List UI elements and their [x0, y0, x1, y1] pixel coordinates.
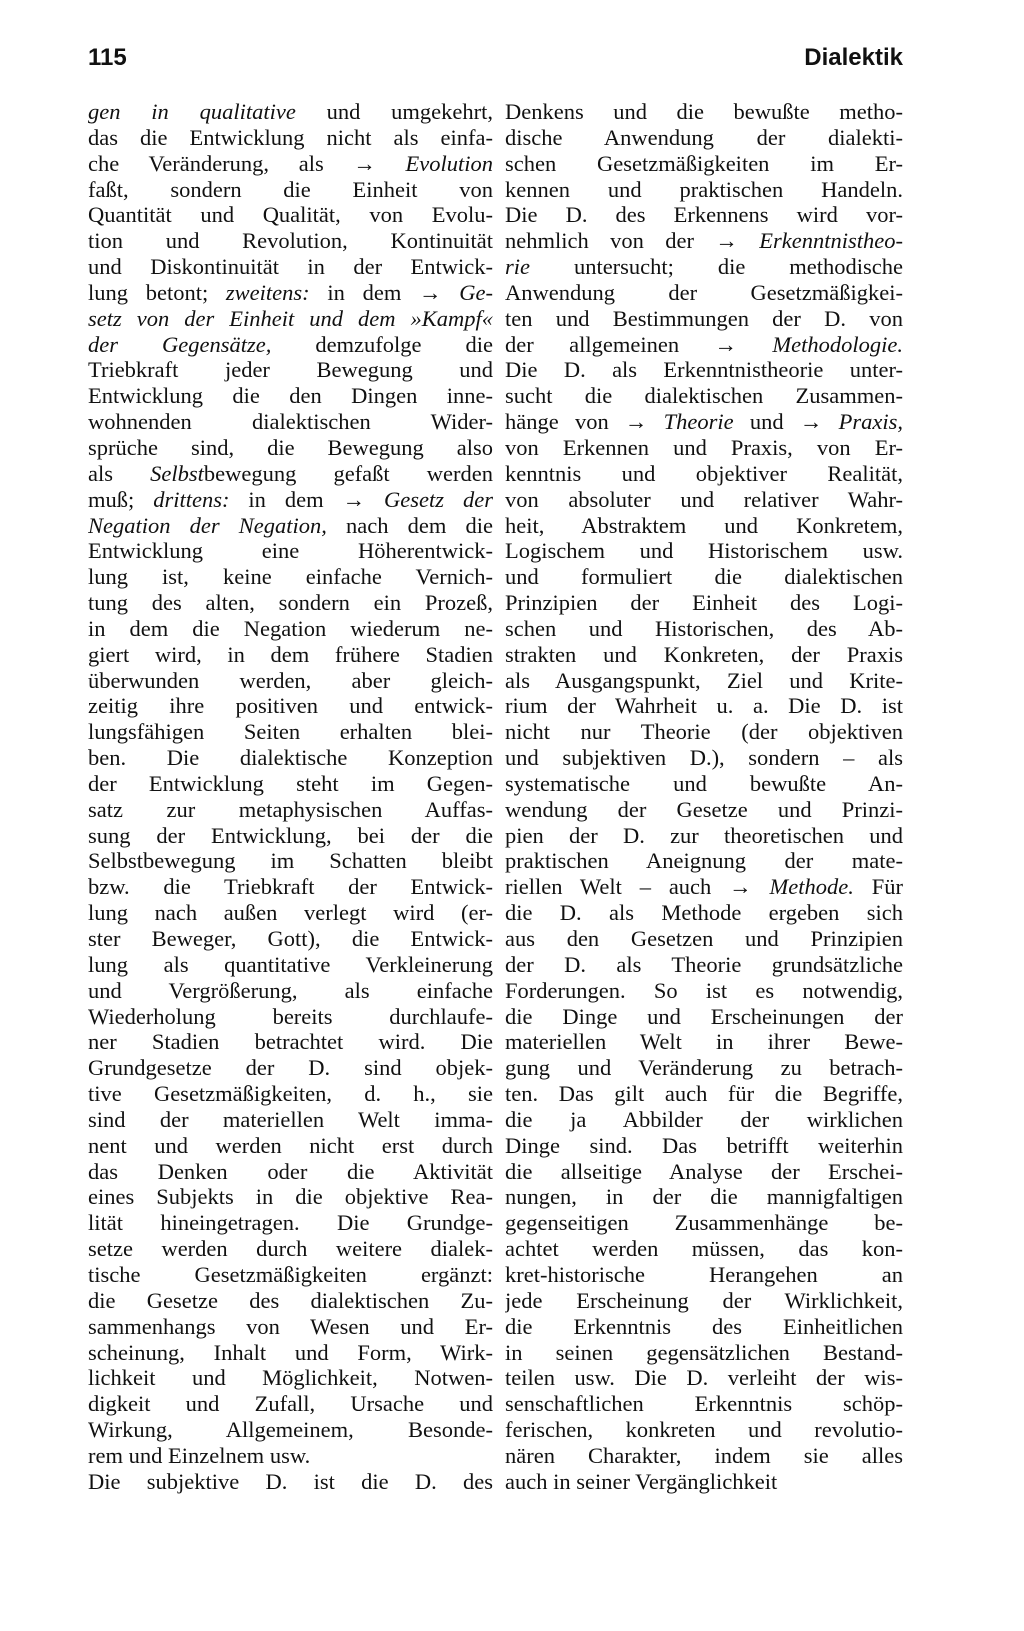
italic-term: Methodologie. [772, 331, 903, 357]
text-run: Prinzipien der Einheit des Logi- [505, 590, 903, 616]
text-line [88, 745, 493, 771]
text-run: die ja Abbilder der wirklichen [505, 1106, 903, 1132]
text-run: Wiederholung bereits durchlaufe- [88, 1003, 493, 1029]
text-run: lung nach außen verlegt wird (er- [88, 900, 493, 926]
text-line [505, 1107, 903, 1133]
text-run: riellen Welt – auch → [505, 874, 770, 900]
text-line [88, 1004, 493, 1030]
italic-term: rie [505, 254, 530, 280]
italic-term: Ge- [459, 279, 493, 305]
text-line [505, 952, 903, 978]
text-line [88, 978, 493, 1004]
text-run: und Vergrößerung, als einfache [88, 977, 493, 1003]
text-line [505, 1004, 903, 1030]
text-line [88, 616, 493, 642]
text-run: setze werden durch weitere dialek- [88, 1236, 493, 1262]
text-line [505, 1262, 903, 1288]
text-line [88, 771, 493, 797]
text-run: in dem → [229, 486, 385, 512]
text-line [88, 900, 493, 926]
text-line [505, 1443, 903, 1469]
text-run: giert wird, in dem frühere Stadien [88, 641, 493, 667]
text-line [88, 1029, 493, 1055]
italic-term: drittens: [153, 486, 230, 512]
text-line [88, 1081, 493, 1107]
text-line [88, 383, 493, 409]
italic-term: Negation der Negation, [88, 512, 327, 538]
text-run: Quantität und Qualität, von Evolu- [88, 202, 493, 228]
text-run: in dem die Negation wiederum ne- [88, 615, 493, 641]
text-run: schen und Historischen, des Ab- [505, 615, 903, 641]
text-run: che Veränderung, als → [88, 150, 406, 176]
text-line [88, 1443, 493, 1469]
text-line [88, 797, 493, 823]
italic-term: gen in qualitative [88, 99, 296, 124]
italic-term: Erkenntnistheo- [759, 228, 903, 254]
text-run: Forderungen. So ist es notwendig, [505, 977, 903, 1003]
text-run: Selbstbewegung im Schatten bleibt [88, 848, 493, 874]
text-run: rium der Wahrheit u. a. Die D. ist [505, 693, 903, 719]
text-run: tische Gesetzmäßigkeiten ergänzt: [88, 1261, 493, 1287]
text-line [505, 306, 903, 332]
text-line [88, 151, 493, 177]
text-run: der allgemeinen → [505, 331, 773, 357]
text-line [88, 590, 493, 616]
text-run: lichkeit und Möglichkeit, Notwen- [88, 1365, 493, 1391]
text-line [505, 280, 903, 306]
text-run: sind der materiellen Welt imma- [88, 1106, 493, 1132]
text-run: und formuliert die dialektischen [505, 564, 903, 590]
text-line [505, 926, 903, 952]
text-run: pien der D. zur theoretischen und [505, 822, 903, 848]
text-line [88, 99, 493, 125]
text-run: heit, Abstraktem und Konkretem, [505, 512, 903, 538]
text-line [88, 564, 493, 590]
text-run: wendung der Gesetze und Prinzi- [505, 796, 903, 822]
text-run: und → [733, 409, 839, 435]
text-line [505, 383, 903, 409]
text-run: das Denken oder die Aktivität [88, 1158, 493, 1184]
text-line [505, 1210, 903, 1236]
text-run: von Erkennen und Praxis, von Er- [505, 434, 903, 460]
text-run: Logischem und Historischem usw. [505, 538, 903, 564]
text-line [505, 1288, 903, 1314]
text-line [505, 745, 903, 771]
text-run: das die Entwicklung nicht als einfa- [88, 124, 493, 150]
italic-term: der Gegensätze, [88, 331, 272, 357]
text-line [88, 1391, 493, 1417]
text-line [505, 228, 903, 254]
text-run: muß; [88, 486, 154, 512]
text-line [505, 590, 903, 616]
text-line [88, 1288, 493, 1314]
text-run: Triebkraft jeder Bewegung und [88, 357, 493, 383]
text-run: Die subjektive D. ist die D. des [88, 1468, 493, 1494]
text-line [88, 1469, 493, 1495]
text-run: kennen und praktischen Handeln. [505, 176, 903, 202]
text-line [505, 538, 903, 564]
text-run: Die D. des Erkennens wird vor- [505, 202, 903, 228]
text-line [88, 1210, 493, 1236]
text-run: wohnenden dialektischen Wider- [88, 409, 493, 435]
text-line [505, 616, 903, 642]
text-line [505, 668, 903, 694]
text-line [505, 874, 903, 900]
text-line [88, 409, 493, 435]
text-run: achtet werden müssen, das kon- [505, 1236, 903, 1262]
text-run: dische Anwendung der dialekti- [505, 124, 903, 150]
text-line [505, 823, 903, 849]
text-line [88, 254, 493, 280]
text-run: der D. als Theorie grundsätzliche [505, 951, 903, 977]
text-line [505, 202, 903, 228]
text-run: strakten und Konkreten, der Praxis [505, 641, 903, 667]
text-run: nach dem die [326, 512, 493, 538]
text-run: ferischen, konkreten und revolutio- [505, 1417, 903, 1443]
text-line [505, 642, 903, 668]
text-run: sprüche sind, die Bewegung also [88, 434, 493, 460]
text-run: ten und Bestimmungen der D. von [505, 305, 903, 331]
text-line [88, 1417, 493, 1443]
text-line [88, 513, 493, 539]
text-run: rem und Einzelnem usw. [88, 1442, 311, 1468]
text-run: nehmlich von der → [505, 228, 760, 254]
text-line [88, 1340, 493, 1366]
text-run: senschaftlichen Erkenntnis schöp- [505, 1391, 903, 1417]
text-line [505, 1417, 903, 1443]
text-line [88, 435, 493, 461]
text-run: die D. als Methode ergeben sich [505, 900, 903, 926]
text-run: ben. Die dialektische Konzeption [88, 745, 493, 771]
text-line [88, 306, 493, 332]
text-line [88, 926, 493, 952]
text-line [88, 461, 493, 487]
text-line [505, 564, 903, 590]
text-run: tion und Revolution, Kontinuität [88, 228, 493, 254]
right-text-column [505, 99, 903, 1495]
text-run: als [88, 460, 151, 486]
text-run: lung ist, keine einfache Vernich- [88, 564, 493, 590]
text-run: Die D. als Erkenntnistheorie unter- [505, 357, 903, 383]
text-line [88, 1055, 493, 1081]
text-line [88, 280, 493, 306]
text-run: ster Beweger, Gott), die Entwick- [88, 926, 493, 951]
text-run: und Diskontinuität in der Entwick- [88, 254, 493, 280]
text-run: Denkens und die bewußte metho- [505, 99, 903, 124]
text-line [505, 332, 903, 358]
text-line [505, 797, 903, 823]
left-text-column [88, 99, 493, 1495]
text-run: als Ausgangspunkt, Ziel und Krite- [505, 667, 903, 693]
text-run: überwunden werden, aber gleich- [88, 667, 493, 693]
text-run: kret-historische Herangehen an [505, 1261, 903, 1287]
text-line [505, 487, 903, 513]
text-run: gegenseitigen Zusammenhänge be- [505, 1210, 903, 1236]
text-run: bewegung gefaßt werden [203, 460, 493, 486]
text-run: ten. Das gilt auch für die Begriffe, [505, 1081, 903, 1107]
text-run: Wirkung, Allgemeinem, Besonde- [88, 1417, 493, 1443]
text-run: in seinen gegensätzlichen Bestand- [505, 1339, 903, 1365]
text-run: Entwicklung eine Höherentwick- [88, 538, 493, 564]
text-line [505, 1340, 903, 1366]
italic-term: Gesetz der [384, 486, 493, 512]
text-line [505, 1029, 903, 1055]
text-run: von absoluter und relativer Wahr- [505, 486, 903, 512]
text-line [88, 125, 493, 151]
text-line [505, 771, 903, 797]
text-line [505, 1184, 903, 1210]
text-line [88, 952, 493, 978]
text-run: materiellen Welt in ihrer Bewe- [505, 1029, 903, 1055]
text-run: teilen usw. Die D. verleiht der wis- [505, 1365, 903, 1391]
text-line [505, 1469, 903, 1495]
text-run: die Erkenntnis des Einheitlichen [505, 1313, 903, 1339]
text-run: tung des alten, sondern ein Prozeß, [88, 590, 493, 616]
text-line [505, 435, 903, 461]
text-line [505, 693, 903, 719]
running-title: Dialektik [804, 44, 903, 71]
text-line [88, 1365, 493, 1391]
text-line [88, 357, 493, 383]
italic-term: Praxis, [838, 409, 903, 435]
text-line [88, 177, 493, 203]
text-run: lungsfähigen Seiten erhalten blei- [88, 719, 493, 745]
text-run: faßt, sondern die Einheit von [88, 176, 493, 202]
text-run: lung betont; [88, 279, 226, 305]
text-line [88, 228, 493, 254]
text-run: hänge von → [505, 409, 664, 435]
text-line [88, 487, 493, 513]
text-line [505, 177, 903, 203]
text-run: ner Stadien betrachtet wird. Die [88, 1029, 493, 1055]
text-run: satz zur metaphysischen Auffas- [88, 796, 493, 822]
text-line [505, 461, 903, 487]
text-run: und umgekehrt, [295, 99, 493, 124]
text-run: digkeit und Zufall, Ursache und [88, 1391, 493, 1417]
text-run: schen Gesetzmäßigkeiten im Er- [505, 150, 903, 176]
text-run: der Entwicklung steht im Gegen- [88, 770, 493, 796]
text-run: Anwendung der Gesetzmäßigkei- [505, 279, 903, 305]
text-line [88, 1262, 493, 1288]
text-line [88, 332, 493, 358]
text-line [505, 978, 903, 1004]
text-run: zeitig ihre positiven und entwick- [88, 693, 493, 719]
text-run: scheinung, Inhalt und Form, Wirk- [88, 1339, 493, 1365]
text-run: sung der Entwicklung, bei der die [88, 822, 493, 848]
text-line [88, 823, 493, 849]
text-run: Für [853, 874, 903, 900]
italic-term: Selbst [150, 460, 204, 486]
page-header [88, 44, 903, 84]
italic-term: setz von der Einheit und dem »Kampf« [88, 305, 493, 331]
text-line [505, 1314, 903, 1340]
text-line [88, 1236, 493, 1262]
text-run: lung als quantitative Verkleinerung [88, 951, 493, 977]
text-run: die Gesetze des dialektischen Zu- [88, 1287, 493, 1313]
text-line [505, 125, 903, 151]
text-line [88, 1159, 493, 1185]
text-run: bzw. die Triebkraft der Entwick- [88, 874, 493, 900]
text-line [505, 719, 903, 745]
text-run: Grundgesetze der D. sind objek- [88, 1055, 493, 1081]
text-line [88, 1184, 493, 1210]
text-run: untersucht; die methodische [530, 254, 903, 280]
italic-term: Methode. [769, 874, 854, 900]
text-run: auch in seiner Vergänglichkeit [505, 1468, 778, 1494]
text-line [88, 668, 493, 694]
text-line [88, 202, 493, 228]
italic-term: Evolution [405, 150, 493, 176]
text-line [505, 151, 903, 177]
italic-term: zweitens: [225, 279, 310, 305]
text-run: gung und Veränderung zu betrach- [505, 1055, 903, 1081]
text-line [88, 693, 493, 719]
text-run: Entwicklung die den Dingen inne- [88, 383, 493, 409]
text-line [505, 513, 903, 539]
text-run: sucht die dialektischen Zusammen- [505, 383, 903, 409]
text-line [505, 1133, 903, 1159]
text-line [505, 99, 903, 125]
text-run: in dem → [309, 279, 460, 305]
text-run: lität hineingetragen. Die Grundge- [88, 1210, 493, 1236]
text-run: kenntnis und objektiver Realität, [505, 460, 903, 486]
text-line [88, 1107, 493, 1133]
text-line [505, 1159, 903, 1185]
text-line [88, 538, 493, 564]
text-run: die Dinge und Erscheinungen der [505, 1003, 903, 1029]
text-line [505, 848, 903, 874]
text-line [505, 900, 903, 926]
text-run: nungen, in der die mannigfaltigen [505, 1184, 903, 1210]
text-line [505, 254, 903, 280]
text-run: jede Erscheinung der Wirklichkeit, [505, 1287, 903, 1313]
text-line [505, 357, 903, 383]
text-run: Dinge sind. Das betrifft weiterhin [505, 1132, 903, 1158]
italic-term: Theorie [663, 409, 734, 435]
text-line [88, 874, 493, 900]
text-line [505, 1236, 903, 1262]
text-run: nent und werden nicht erst durch [88, 1132, 493, 1158]
text-run: aus den Gesetzen und Prinzipien [505, 926, 903, 951]
text-run: und subjektiven D.), sondern – als [505, 745, 903, 771]
text-run: tive Gesetzmäßigkeiten, d. h., sie [88, 1081, 493, 1107]
text-run: systematische und bewußte An- [505, 770, 903, 796]
text-run: demzufolge die [271, 331, 493, 357]
text-line [505, 1055, 903, 1081]
text-line [88, 1133, 493, 1159]
text-line [505, 1365, 903, 1391]
text-run: nicht nur Theorie (der objektiven [505, 719, 903, 745]
text-line [505, 409, 903, 435]
page-number: 115 [88, 44, 127, 71]
text-run: eines Subjekts in die objektive Rea- [88, 1184, 493, 1210]
text-line [505, 1081, 903, 1107]
text-line [88, 1314, 493, 1340]
text-run: nären Charakter, indem sie alles [505, 1442, 903, 1468]
text-line [88, 848, 493, 874]
text-line [505, 1391, 903, 1417]
text-run: die allseitige Analyse der Erschei- [505, 1158, 903, 1184]
text-line [88, 642, 493, 668]
text-line [88, 719, 493, 745]
text-run: praktischen Aneignung der mate- [505, 848, 903, 874]
text-run: sammenhangs von Wesen und Er- [88, 1313, 493, 1339]
